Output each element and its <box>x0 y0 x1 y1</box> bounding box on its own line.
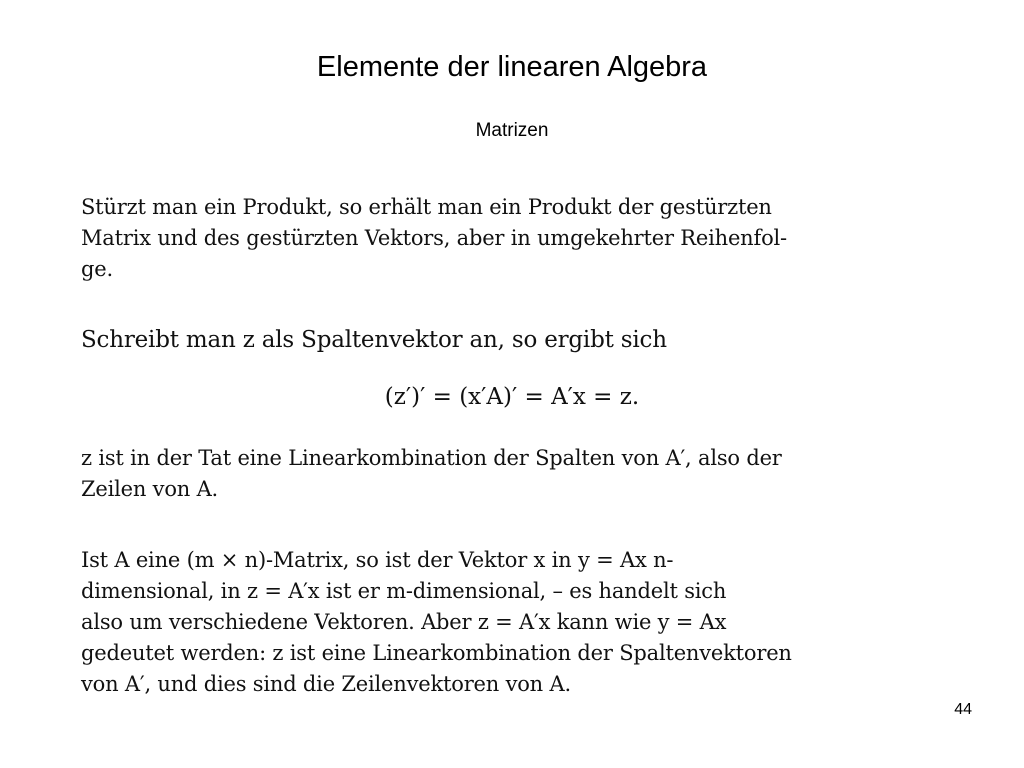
text-line: Ist A eine (m × n)-Matrix, so ist der Vektor x in y = Ax n- <box>81 548 674 572</box>
text-line: Schreibt man z als Spaltenvektor an, so ergibt sich <box>81 327 667 353</box>
paragraph-matrix-dimensions <box>81 545 792 700</box>
text-line: Stürzt man ein Produkt, so erhält man ein Produkt der gestürzten <box>81 195 772 219</box>
formula-transpose: (z′)′ = (x′A)′ = A′x = z. <box>384 384 640 410</box>
text-line: z ist in der Tat eine Linearkombination der Spalten von A′, also der <box>81 446 782 470</box>
text-line: also um verschiedene Vektoren. Aber z = A′x kann wie y = Ax <box>81 610 727 634</box>
text-line: ge. <box>81 257 113 281</box>
page-number: 44 <box>954 701 972 718</box>
paragraph-column-vector <box>81 323 667 357</box>
text-line: gedeutet werden: z ist eine Linearkombination der Spaltenvektoren <box>81 641 792 665</box>
text-line: dimensional, in z = A′x ist er m-dimensional, – es handelt sich <box>81 579 727 603</box>
text-line: Matrix und des gestürzten Vektors, aber in umgekehrter Reihenfol- <box>81 226 787 250</box>
paragraph-transpose-product <box>81 192 787 285</box>
text-line: von A′, und dies sind die Zeilenvektoren von A. <box>81 672 571 696</box>
paragraph-linear-combination <box>81 443 782 505</box>
slide-title: Elemente der linearen Algebra <box>316 51 708 83</box>
slide-subtitle: Matrizen <box>475 120 549 141</box>
text-line: Zeilen von A. <box>81 477 219 501</box>
